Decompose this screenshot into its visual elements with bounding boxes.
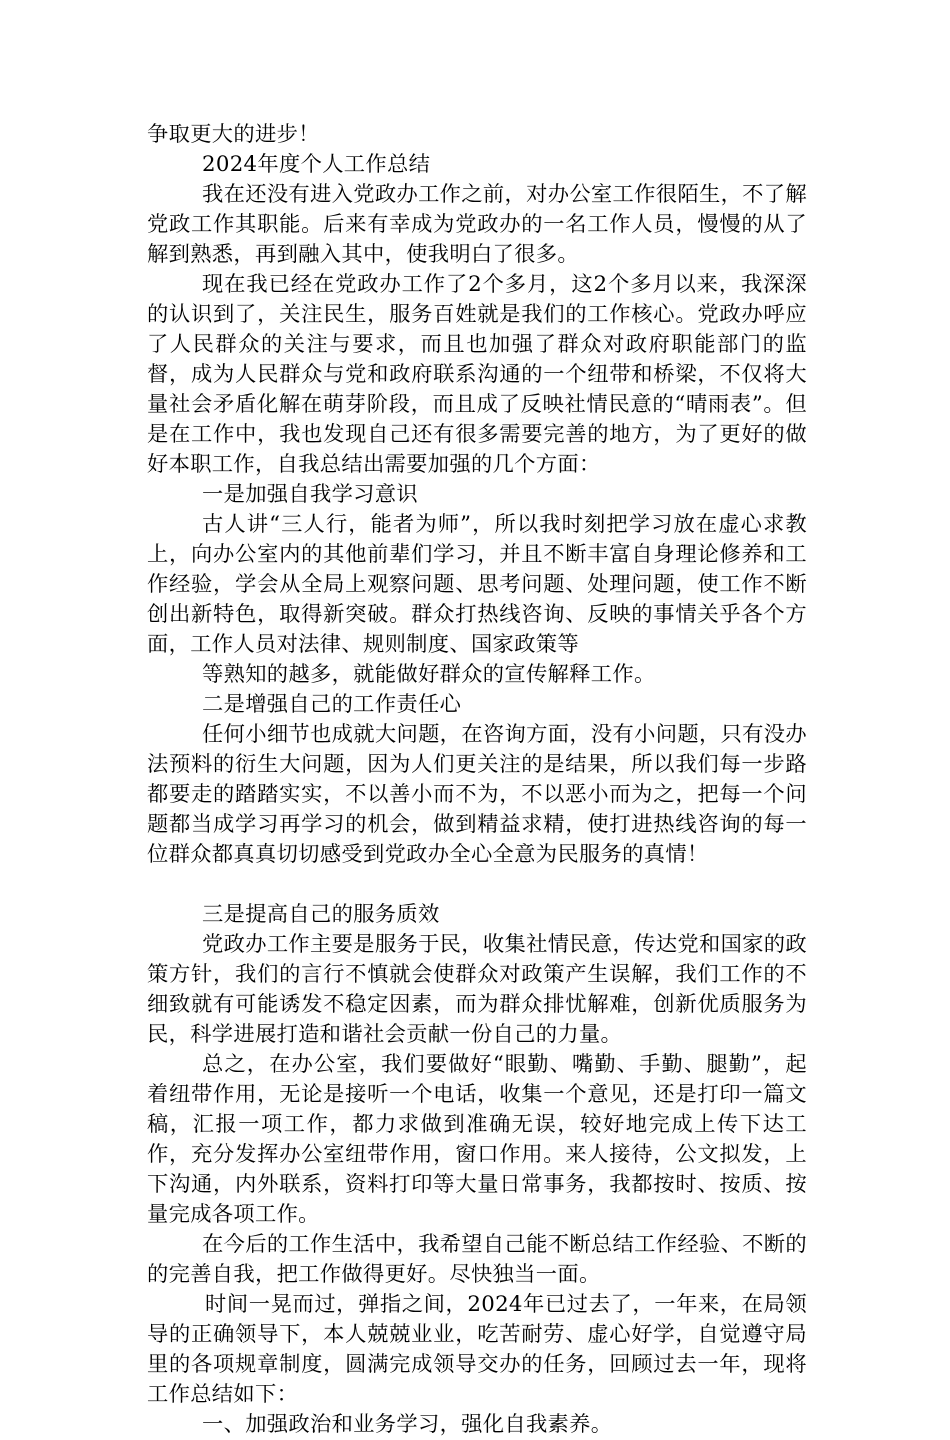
paragraph: 等熟知的越多，就能做好群众的宣传解释工作。 bbox=[202, 662, 656, 687]
subheading: 一、加强政治和业务学习，强化自我素养。 bbox=[202, 1412, 613, 1437]
paragraph: 任何小细节也成就大问题，在咨询方面，没有小问题，只有没办法预料的衍生大问题，因为人们更关注的是结果，所以我们每一步路都要走的踏踏实实，不以善小而不为，不以恶小而为之，把每一个问题都当成学习再学习的机会，做到精益求精，使打进热线咨询的每一位群众都真真切切感受到党政办全心全意为民服务的真情！ bbox=[147, 722, 807, 867]
subheading: 二是增强自己的工作责任心 bbox=[202, 692, 462, 717]
paragraph-continuation: 争取更大的进步！ bbox=[147, 122, 320, 147]
subheading: 三是提高自己的服务质效 bbox=[202, 902, 440, 927]
paragraph: 时间一晃而过，弹指之间，2024年已过去了，一年来，在局领导的正确领导下，本人兢兢业业，吃苦耐劳、虚心好学，自觉遵守局里的各项规章制度，圆满完成领导交办的任务，回顾过去一年，现将工作总结如下： bbox=[147, 1292, 807, 1407]
section-title: 2024年度个人工作总结 bbox=[202, 152, 431, 177]
paragraph: 党政办工作主要是服务于民，收集社情民意，传达党和国家的政策方针，我们的言行不慎就会使群众对政策产生误解，我们工作的不细致就有可能诱发不稳定因素，而为群众排忧解难，创新优质服务为民，科学进展打造和谐社会贡献一份自己的力量。 bbox=[147, 932, 807, 1047]
paragraph: 古人讲“三人行，能者为师”，所以我时刻把学习放在虚心求教上，向办公室内的其他前辈们学习，并且不断丰富自身理论修养和工作经验，学会从全局上观察问题、思考问题、处理问题，使工作不断创出新特色，取得新突破。群众打热线咨询、反映的事情关乎各个方面，工作人员对法律、规则制度、国家政策等 bbox=[147, 512, 807, 657]
paragraph: 在今后的工作生活中，我希望自己能不断总结工作经验、不断的的完善自我，把工作做得更好。尽快独当一面。 bbox=[147, 1232, 807, 1287]
paragraph: 我在还没有进入党政办工作之前，对办公室工作很陌生，不了解党政工作其职能。后来有幸成为党政办的一名工作人员，慢慢的从了解到熟悉，再到融入其中，使我明白了很多。 bbox=[147, 182, 807, 267]
document-body bbox=[147, 120, 807, 1440]
paragraph: 总之，在办公室，我们要做好“眼勤、嘴勤、手勤、腿勤”，起着纽带作用，无论是接听一个电话，收集一个意见，还是打印一篇文稿，汇报一项工作，都力求做到准确无误，较好地完成上传下达工作，充分发挥办公室纽带作用，窗口作用。来人接待，公文拟发，上下沟通，内外联系，资料打印等大量日常事务，我都按时、按质、按量完成各项工作。 bbox=[147, 1052, 807, 1227]
subheading: 一是加强自我学习意识 bbox=[202, 482, 418, 507]
paragraph: 现在我已经在党政办工作了2个多月，这2个多月以来，我深深的认识到了，关注民生，服务百姓就是我们的工作核心。党政办呼应了人民群众的关注与要求，而且也加强了群众对政府职能部门的监督，成为人民群众与党和政府联系沟通的一个纽带和桥梁，不仅将大量社会矛盾化解在萌芽阶段，而且成了反映社情民意的“晴雨表”。但是在工作中，我也发现自己还有很多需要完善的地方，为了更好的做好本职工作，自我总结出需要加强的几个方面： bbox=[147, 272, 807, 477]
